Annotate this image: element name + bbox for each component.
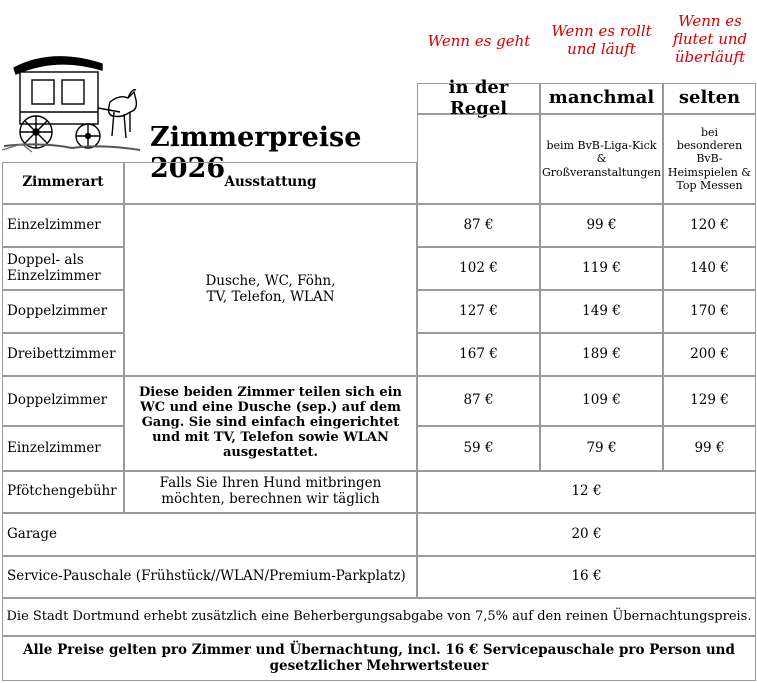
season-slogan-sometimes: Wenn es rollt und läuft xyxy=(551,22,652,58)
price-cell: 129 € xyxy=(663,376,756,426)
price-cell: 99 € xyxy=(540,204,663,247)
extra-price-service: 16 € xyxy=(417,556,756,598)
price-cell: 87 € xyxy=(417,376,540,426)
price-cell: 149 € xyxy=(540,290,663,333)
season-slogan-regular: Wenn es geht xyxy=(427,32,531,50)
extra-price-garage: 20 € xyxy=(417,513,756,556)
header-equipment: Ausstattung xyxy=(124,162,417,204)
footer-note: Alle Preise gelten pro Zimmer und Übernachtung, incl. 16 € Servicepauschale pro Person und gesetzlicher Mehrwertsteuer xyxy=(2,636,756,681)
room-name: Doppel- als Einzelzimmer xyxy=(2,247,124,290)
price-cell: 167 € xyxy=(417,333,540,376)
price-cell: 119 € xyxy=(540,247,663,290)
horse-carriage-icon xyxy=(2,46,142,154)
price-cell: 170 € xyxy=(663,290,756,333)
price-cell: 102 € xyxy=(417,247,540,290)
room-name: Doppelzimmer xyxy=(2,290,124,333)
season-label-rarely: selten xyxy=(663,83,756,114)
price-cell: 87 € xyxy=(417,204,540,247)
price-cell: 189 € xyxy=(540,333,663,376)
tax-note: Die Stadt Dortmund erhebt zusätzlich eine Beherbergungsabgabe von 7,5% auf den reinen Übernachtungspreis. xyxy=(2,598,756,636)
extra-name-garage: Garage xyxy=(2,513,417,556)
room-name: Dreibettzimmer xyxy=(2,333,124,376)
season-note-regular xyxy=(417,114,540,204)
season-note-rarely: bei besonderen BvB-Heimspielen & Top Messen xyxy=(663,114,756,204)
price-cell: 120 € xyxy=(663,204,756,247)
extra-description-pet-fee: Falls Sie Ihren Hund mitbringen möchten, berechnen wir täglich xyxy=(124,471,417,513)
room-name: Doppelzimmer xyxy=(2,376,124,426)
page-title: Zimmerpreise 2026 xyxy=(150,122,362,184)
season-label-regular: in der Regel xyxy=(417,83,540,114)
room-name: Einzelzimmer xyxy=(2,426,124,471)
price-cell: 127 € xyxy=(417,290,540,333)
price-cell: 99 € xyxy=(663,426,756,471)
header-room-type: Zimmerart xyxy=(2,162,124,204)
season-note-sometimes: beim BvB-Liga-Kick & Großveranstaltungen xyxy=(540,114,663,204)
season-label-sometimes: manchmal xyxy=(540,83,663,114)
extra-price-pet-fee: 12 € xyxy=(417,471,756,513)
extra-name-service: Service-Pauschale (Frühstück//WLAN/Premium-Parkplatz) xyxy=(2,556,417,598)
price-cell: 200 € xyxy=(663,333,756,376)
equipment-shared: Diese beiden Zimmer teilen sich ein WC und eine Dusche (sep.) auf dem Gang. Sie sind einfach eingerichtet und mit TV, Telefon sowie WLAN ausgestattet. xyxy=(124,376,417,471)
price-cell: 79 € xyxy=(540,426,663,471)
season-slogan-rarely: Wenn es flutet und überläuft xyxy=(672,12,748,66)
logo xyxy=(2,46,142,154)
price-cell: 59 € xyxy=(417,426,540,471)
price-cell: 140 € xyxy=(663,247,756,290)
equipment-standard: Dusche, WC, Föhn, TV, Telefon, WLAN xyxy=(124,204,417,376)
room-name: Einzelzimmer xyxy=(2,204,124,247)
extra-name-pet-fee: Pfötchengebühr xyxy=(2,471,124,513)
price-cell: 109 € xyxy=(540,376,663,426)
